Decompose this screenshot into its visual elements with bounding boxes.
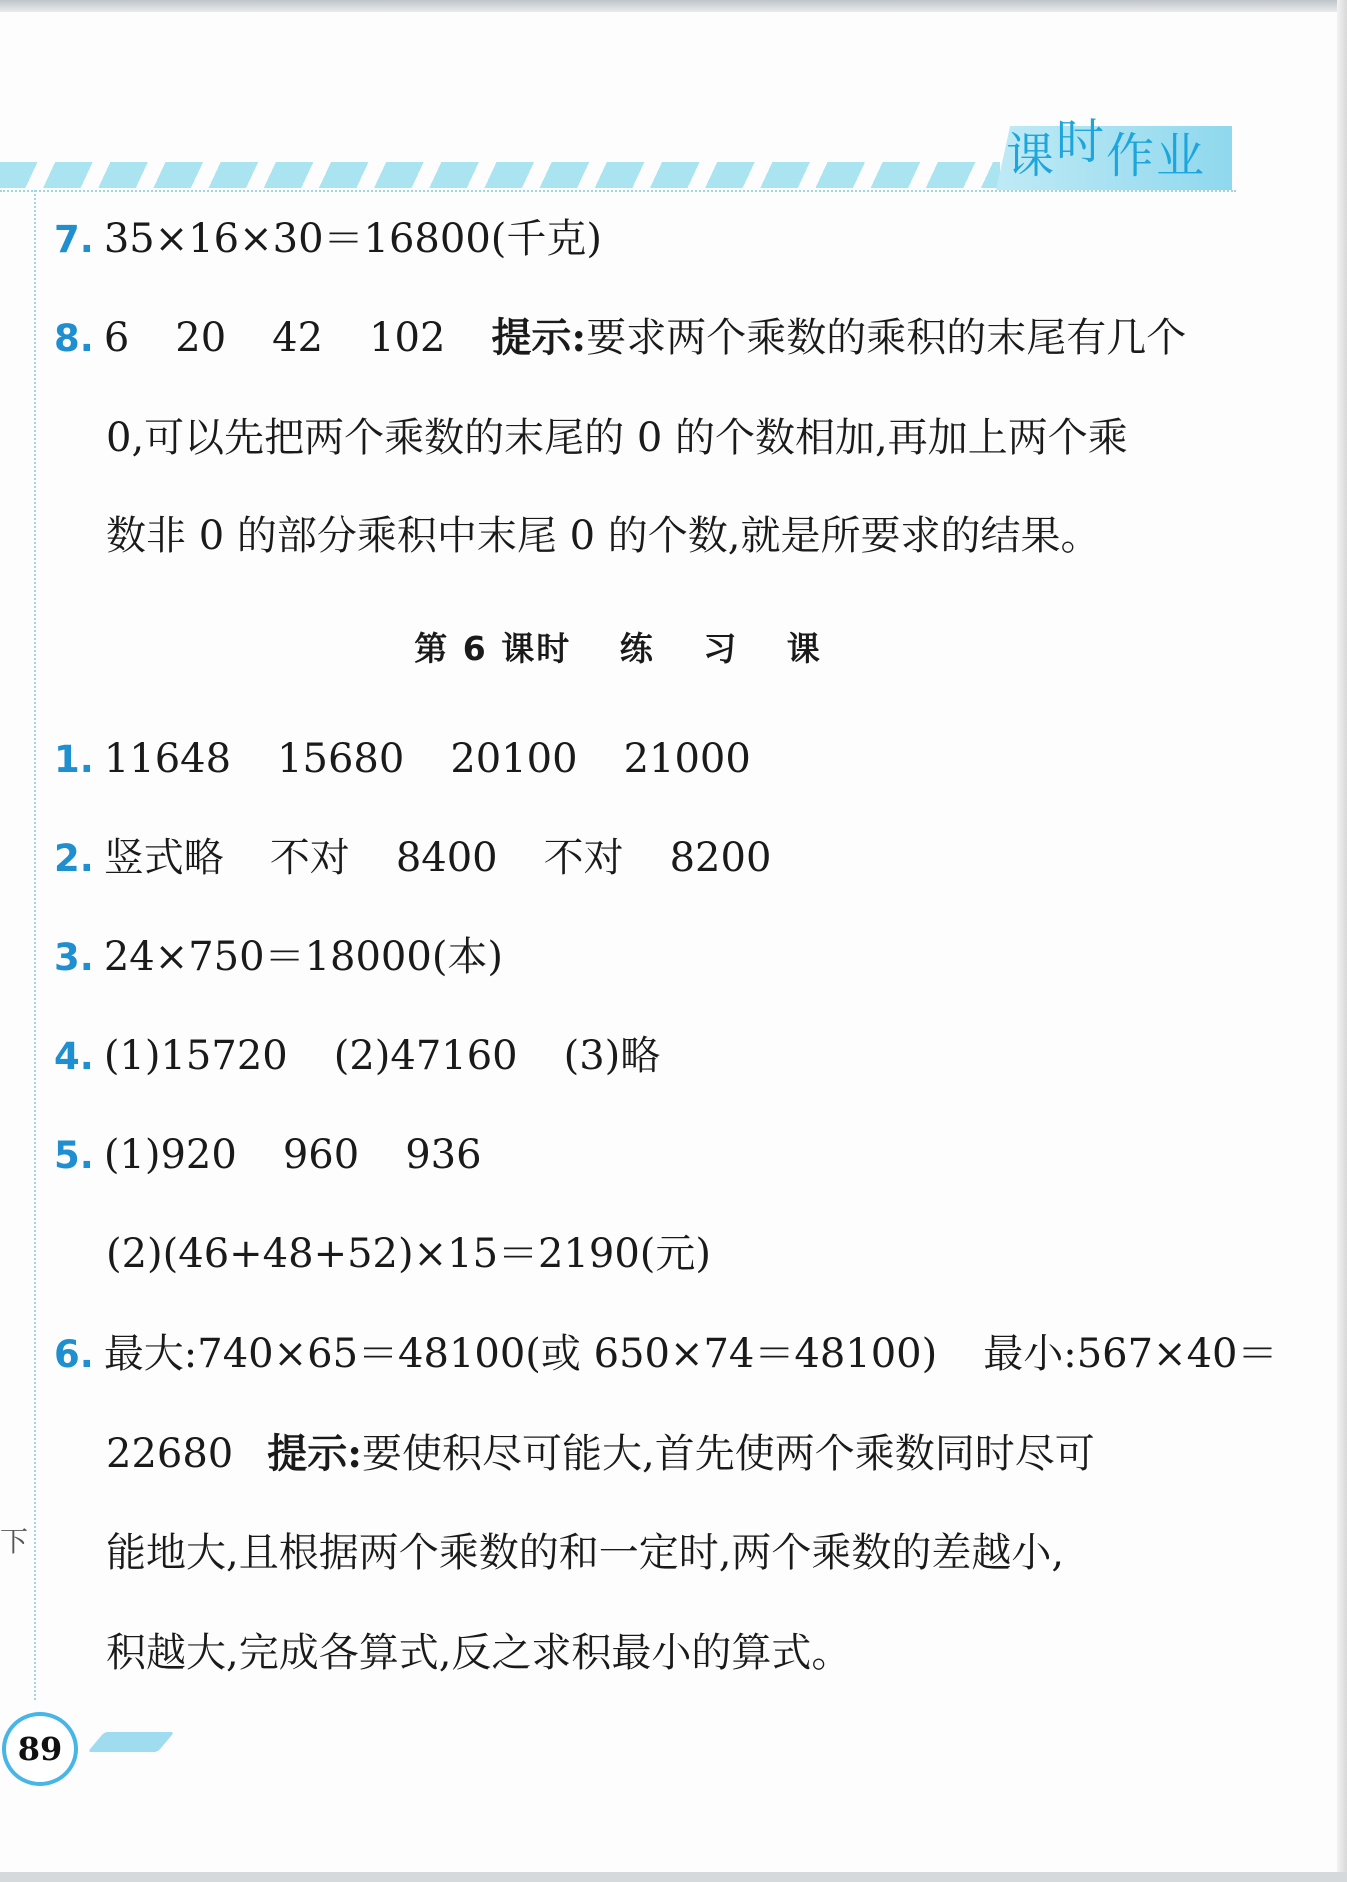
hint-label: 提示: [267, 1430, 363, 1477]
header-char: 课 [1006, 128, 1057, 184]
margin-mark: 下 [0, 1525, 29, 1558]
answer-text: 最大:740×65＝48100(或 650×74＝48100) [103, 1331, 938, 1377]
answer-value: 42 [272, 315, 324, 361]
answer-value: 不对 [543, 835, 624, 881]
item-number: 3. [54, 936, 94, 979]
lesson-item-4 [54, 1028, 660, 1085]
answer-item-7 [54, 211, 602, 268]
hint-text: 能地大,且根据两个乘数的和一定时,两个乘数的差越小, [106, 1530, 1065, 1576]
header-dotted-rule [0, 190, 1236, 192]
answer-value: (1)920 [103, 1132, 237, 1178]
answer-value: 102 [369, 315, 446, 361]
answer-value: 20 [175, 315, 227, 361]
item-number: 1. [54, 738, 94, 781]
answer-value: 8200 [669, 835, 772, 881]
hint-label: 提示: [491, 314, 587, 361]
hint-text: 数非 0 的部分乘积中末尾 0 的个数,就是所要求的结果。 [106, 513, 1101, 559]
answer-value: 不对 [269, 835, 350, 881]
answer-continuation [106, 1625, 851, 1681]
answer-continuation [106, 508, 1100, 564]
lesson-item-5 [54, 1127, 482, 1184]
answer-text: 最小:567×40＝ [983, 1331, 1278, 1377]
hint-text: 要使积尽可能大,首先使两个乘数同时尽可 [362, 1431, 1095, 1477]
item-number: 5. [54, 1134, 94, 1177]
left-dotted-rule [34, 190, 36, 1700]
answer-value: 8400 [395, 835, 498, 881]
answer-value: 11648 [103, 736, 232, 782]
answer-value: 竖式略 [103, 835, 224, 881]
hint-text: 要求两个乘数的乘积的末尾有几个 [586, 315, 1187, 361]
item-number: 7. [54, 218, 94, 261]
header-char: 作 [1106, 128, 1157, 184]
page-swoosh-decoration [88, 1732, 175, 1752]
page-number-badge: 89 [2, 1712, 78, 1786]
answer-continuation [106, 410, 1128, 466]
answer-value: 21000 [623, 736, 751, 782]
item-number: 6. [54, 1333, 94, 1376]
header-char: 业 [1156, 128, 1207, 184]
lesson-item-2 [54, 830, 771, 887]
item-number: 2. [54, 837, 94, 880]
item-number: 8. [54, 317, 94, 360]
answer-text: (2)(46+48+52)×15＝2190(元) [106, 1231, 712, 1277]
answer-continuation [106, 1525, 1064, 1581]
section-title: 第 6 课时 练 习 课 [414, 629, 822, 668]
item-number: 4. [54, 1035, 94, 1078]
header-dash-band [0, 162, 1000, 188]
answer-value: 960 [282, 1132, 360, 1178]
answer-value: (2)47160 [333, 1033, 518, 1079]
lesson-item-3 [54, 929, 503, 986]
answer-value: 936 [405, 1132, 482, 1178]
answer-value: 15680 [277, 736, 405, 782]
scan-bottom-edge [0, 1872, 1347, 1882]
answer-value: 20100 [450, 736, 578, 782]
scan-top-edge [0, 0, 1347, 12]
answer-continuation [106, 1226, 711, 1282]
scan-right-edge [1337, 0, 1347, 1882]
answer-text: 35×16×30＝16800(千克) [103, 216, 602, 262]
answer-item-8 [54, 310, 1186, 367]
hint-text: 积越大,完成各算式,反之求积最小的算式。 [106, 1630, 852, 1676]
hint-text: 0,可以先把两个乘数的末尾的 0 的个数相加,再加上两个乘 [106, 415, 1128, 461]
answer-continuation [106, 1426, 1095, 1482]
lesson-item-1 [54, 731, 751, 788]
answer-value: (3)略 [563, 1033, 661, 1079]
answer-value: 6 [103, 315, 130, 361]
header-char: 时 [1056, 114, 1107, 170]
answer-value: 22680 [106, 1431, 234, 1477]
header-title [1006, 114, 1207, 188]
lesson-item-6 [54, 1326, 1277, 1383]
answer-text: 24×750＝18000(本) [103, 934, 504, 980]
answer-value: (1)15720 [103, 1033, 288, 1079]
